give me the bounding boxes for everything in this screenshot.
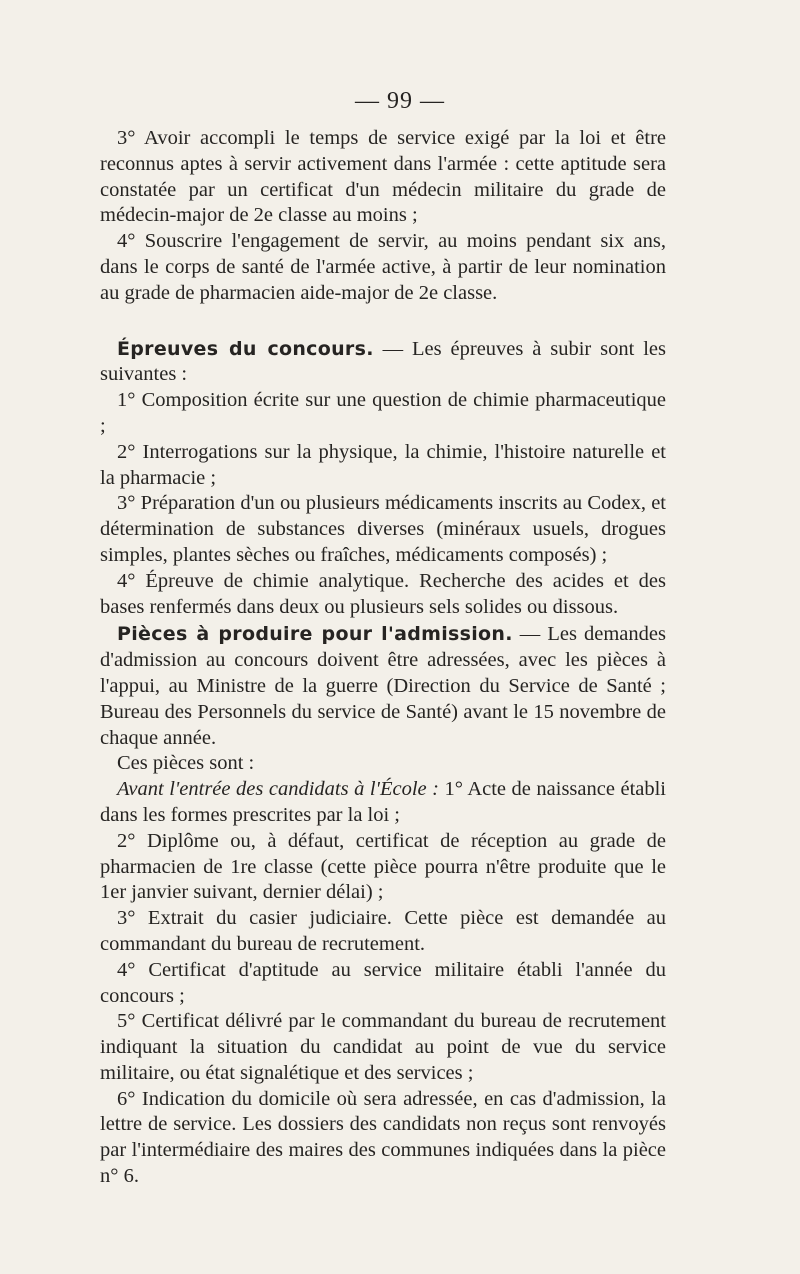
paragraph-piece-2: 2° Diplôme ou, à défaut, certificat de réception au grade de pharmacien de 1re classe (cette pièce pourra n'être produite que le 1er janvier suivant, dernier délai) ; <box>100 829 666 904</box>
italic-lead-in: Avant l'entrée des candidats à l'École : <box>117 778 439 801</box>
paragraph-epreuve-2: 2° Interrogations sur la physique, la chimie, l'histoire naturelle et la pharmacie ; <box>100 440 666 489</box>
paragraph-epreuve-3: 3° Préparation d'un ou plusieurs médicaments inscrits au Codex, et détermination de substances diverses (minéraux usuels, drogues simples, plantes sèches ou fraîches, médicaments composés) ; <box>100 492 666 566</box>
paragraph-epreuve-4: 4° Épreuve de chimie analytique. Recherche des acides et des bases renfermés dans deux ou plusieurs sels solides ou dissous. <box>100 569 666 618</box>
paragraph-ces-pieces: Ces pièces sont : <box>117 752 255 775</box>
paragraph-condition-3: 3° Avoir accompli le temps de service exigé par la loi et être reconnus aptes à servir activement dans l'armée : cette aptitude sera constatée par un certificat d'un médecin militaire du grade de médecin-major de 2e classe au moins ; <box>100 127 666 227</box>
section-heading-pieces: Pièces à produire pour l'admission. <box>117 623 513 646</box>
paragraph-pieces <box>100 622 666 751</box>
paragraph-piece-3: 3° Extrait du casier judiciaire. Cette pièce est demandée au commandant du bureau de recrutement. <box>100 907 666 955</box>
paragraph-condition-4: 4° Souscrire l'engagement de servir, au moins pendant six ans, dans le corps de santé de l'armée active, à partir de leur nomination au grade de pharmacien aide-major de 2e classe. <box>100 230 666 304</box>
paragraph-piece-1 <box>100 777 666 829</box>
page-number: — 99 — <box>355 88 445 114</box>
paragraph-piece-5: 5° Certificat délivré par le commandant du bureau de recrutement indiquant la situation du candidat au point de vue du service militaire, ou état signalétique et des services ; <box>100 1010 666 1084</box>
paragraph-epreuves <box>100 337 666 389</box>
paragraph-piece-6: 6° Indication du domicile où sera adressée, en cas d'admission, la lettre de service. Les dossiers des candidats non reçus sont renvoyés par l'intermédiaire des maires des communes indiquées dans la pièce n° 6. <box>100 1087 666 1188</box>
paragraph-piece-4: 4° Certificat d'aptitude au service militaire établi l'année du concours ; <box>100 958 666 1007</box>
pieces-intro-text: — Les demandes d'admission au concours doivent être adressées, avec les pièces à l'appui, au Ministre de la guerre (Direction du Service de Santé ; Bureau des Personnels du service de Santé) avant le 15 novembre de chaque année. <box>100 623 666 749</box>
epreuves-intro-text: — Les épreuves à subir sont les suivantes : <box>100 337 666 386</box>
piece-1-text: 1° Acte de naissance établi dans les formes prescrites par la loi ; <box>100 778 666 826</box>
section-heading-epreuves: Épreuves du concours. <box>117 337 374 360</box>
page-body <box>100 126 666 1190</box>
paragraph-epreuve-1: 1° Composition écrite sur une question de chimie pharmaceutique ; <box>100 389 666 437</box>
